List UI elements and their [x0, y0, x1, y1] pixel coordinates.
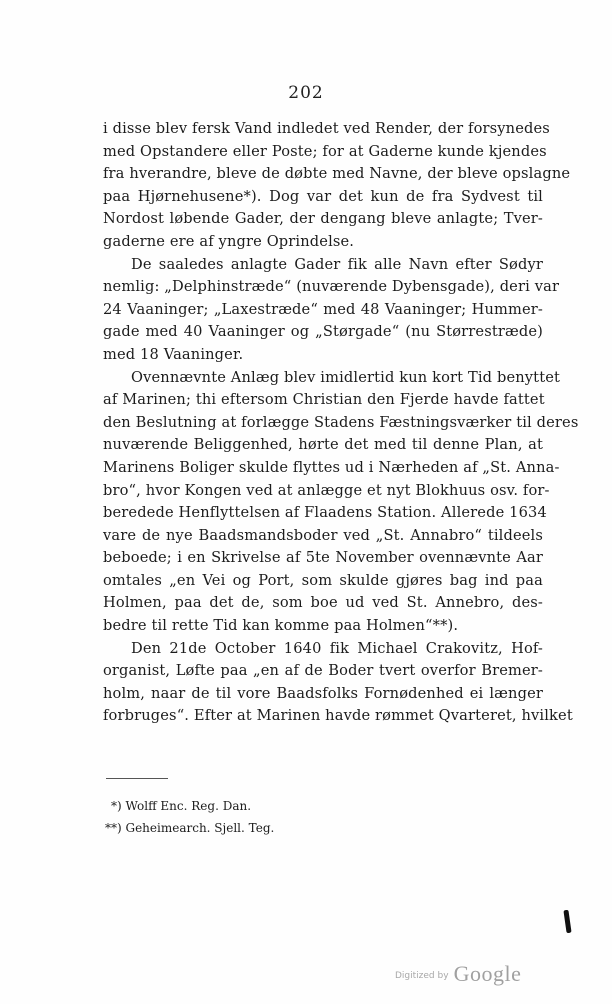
text-line: nemlig: „Delphinstræde“ (nuværende Dybensgade), deri var: [103, 278, 560, 296]
watermark-prefix: Digitized by: [395, 971, 449, 981]
text-line: fra hverandre, bleve de døbte med Navne, der bleve opslagne: [103, 165, 571, 183]
digitization-watermark: [395, 961, 521, 987]
text-line: Den 21de October 1640 fik Michael Crakovitz, Hof-: [131, 639, 543, 657]
text-line: forbruges“. Efter at Marinen havde rømmet Qvarteret, hvilket: [103, 707, 573, 725]
footnote: *) Wolff Enc. Reg. Dan.: [111, 799, 252, 813]
text-line: omtales „en Vei og Port, som skulde gjøres bag ind paa: [103, 571, 543, 589]
google-logo: Google: [453, 961, 522, 986]
text-line: bro“, hvor Kongen ved at anlægge et nyt Blokhuus osv. for-: [103, 481, 550, 499]
text-line: i disse blev fersk Vand indledet ved Render, der forsynedes: [103, 120, 550, 137]
text-line: af Marinen; thi eftersom Christian den Fjerde havde fattet: [103, 391, 545, 409]
text-line: med 18 Vaaninger.: [103, 345, 244, 363]
text-line: Ovennævnte Anlæg blev imidlertid kun kort Tid benyttet: [131, 368, 561, 386]
footnote: **) Geheimearch. Sjell. Teg.: [105, 821, 275, 835]
text-line: paa Hjørnehusene*). Dog var det kun de fra Sydvest til: [103, 187, 543, 205]
footnotes: [105, 795, 411, 839]
footnote-divider: [106, 778, 168, 779]
text-line: Marinens Boliger skulde flyttes ud i Nærheden af „St. Anna-: [103, 458, 560, 476]
text-line: gade med 40 Vaaninger og „Størgade“ (nu Størrestræde): [103, 323, 543, 341]
text-line: med Opstandere eller Poste; for at Gaderne kunde kjendes: [103, 142, 547, 160]
body-text: [103, 118, 579, 728]
text-line: nuværende Beliggenhed, hørte det med til denne Plan, at: [103, 436, 543, 454]
page-number: 202: [288, 83, 324, 103]
text-line: bedre til rette Tid kan komme paa Holmen“**).: [103, 617, 459, 635]
text-line: beboede; i en Skrivelse af 5te November ovennævnte Aar: [103, 549, 543, 567]
text-line: De saaledes anlagte Gader fik alle Navn efter Sødyr: [131, 255, 543, 273]
text-line: organist, Løfte paa „en af de Boder tvert overfor Bremer-: [103, 662, 543, 680]
text-line: den Beslutning at forlægge Stadens Fæstningsværker til deres: [103, 413, 579, 431]
text-line: Holmen, paa det de, som boe ud ved St. Annebro, des-: [103, 594, 543, 612]
text-line: vare de nye Baadsmandsboder ved „St. Annabro“ tildeels: [103, 526, 543, 544]
text-line: gaderne ere af yngre Oprindelse.: [103, 232, 355, 250]
text-line: 24 Vaaninger; „Laxestræde“ med 48 Vaaninger; Hummer-: [103, 300, 543, 318]
text-line: holm, naar de til vore Baadsfolks Fornødenhed ei længer: [103, 684, 543, 702]
text-line: Nordost løbende Gader, der dengang bleve anlagte; Tver-: [103, 210, 543, 228]
ink-mark: [563, 910, 571, 933]
text-line: beredede Henflyttelsen af Flaadens Station. Allerede 1634: [103, 504, 547, 522]
